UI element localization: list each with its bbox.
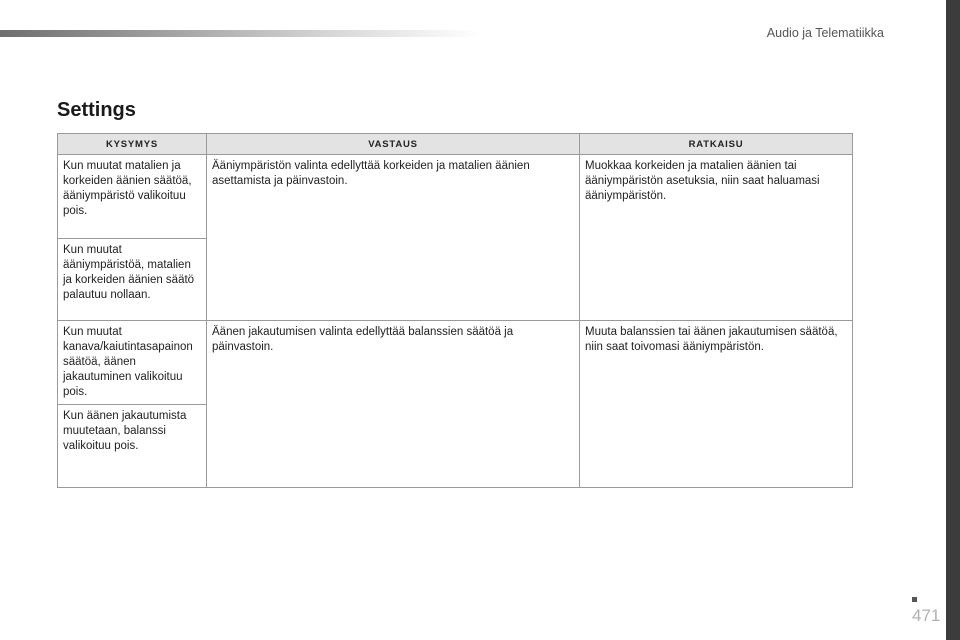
table-row [58,321,853,405]
column-header-question: KYSYMYS [58,134,207,155]
solution-cell: Muuta balanssien tai äänen jakautumisen säätöä, niin saat toivomasi ääniympäristön. [580,321,853,488]
page-number: 471 [912,606,941,625]
solution-cell: Muokkaa korkeiden ja matalien äänien tai ääniympäristön asetuksia, niin saat haluamasi ääniympäristön. [580,155,853,321]
question-cell: Kun muutat ääniympäristöä, matalien ja korkeiden äänien säätö palautuu nollaan. [58,239,207,321]
header-decoration-bar [0,30,480,37]
answer-cell: Ääniympäristön valinta edellyttää korkeiden ja matalien äänien asettamista ja päinvastoin. [207,155,580,321]
table-row [58,155,853,239]
section-name: Audio ja Telematiikka [766,26,884,40]
answer-cell: Äänen jakautumisen valinta edellyttää balanssien säätöä ja päinvastoin. [207,321,580,488]
page-edge-bar [946,0,960,640]
question-cell: Kun äänen jakautumista muutetaan, balanssi valikoituu pois. [58,405,207,488]
column-header-solution: RATKAISU [580,134,853,155]
question-cell: Kun muutat kanava/kaiutintasapainon säätöä, äänen jakautuminen valikoituu pois. [58,321,207,405]
page-marker [912,597,917,602]
troubleshooting-table [57,133,853,488]
page-title: Settings [57,99,136,121]
column-header-answer: VASTAUS [207,134,580,155]
question-cell: Kun muutat matalien ja korkeiden äänien säätöä, ääniympäristö valikoituu pois. [58,155,207,239]
table-header-row [58,134,853,155]
